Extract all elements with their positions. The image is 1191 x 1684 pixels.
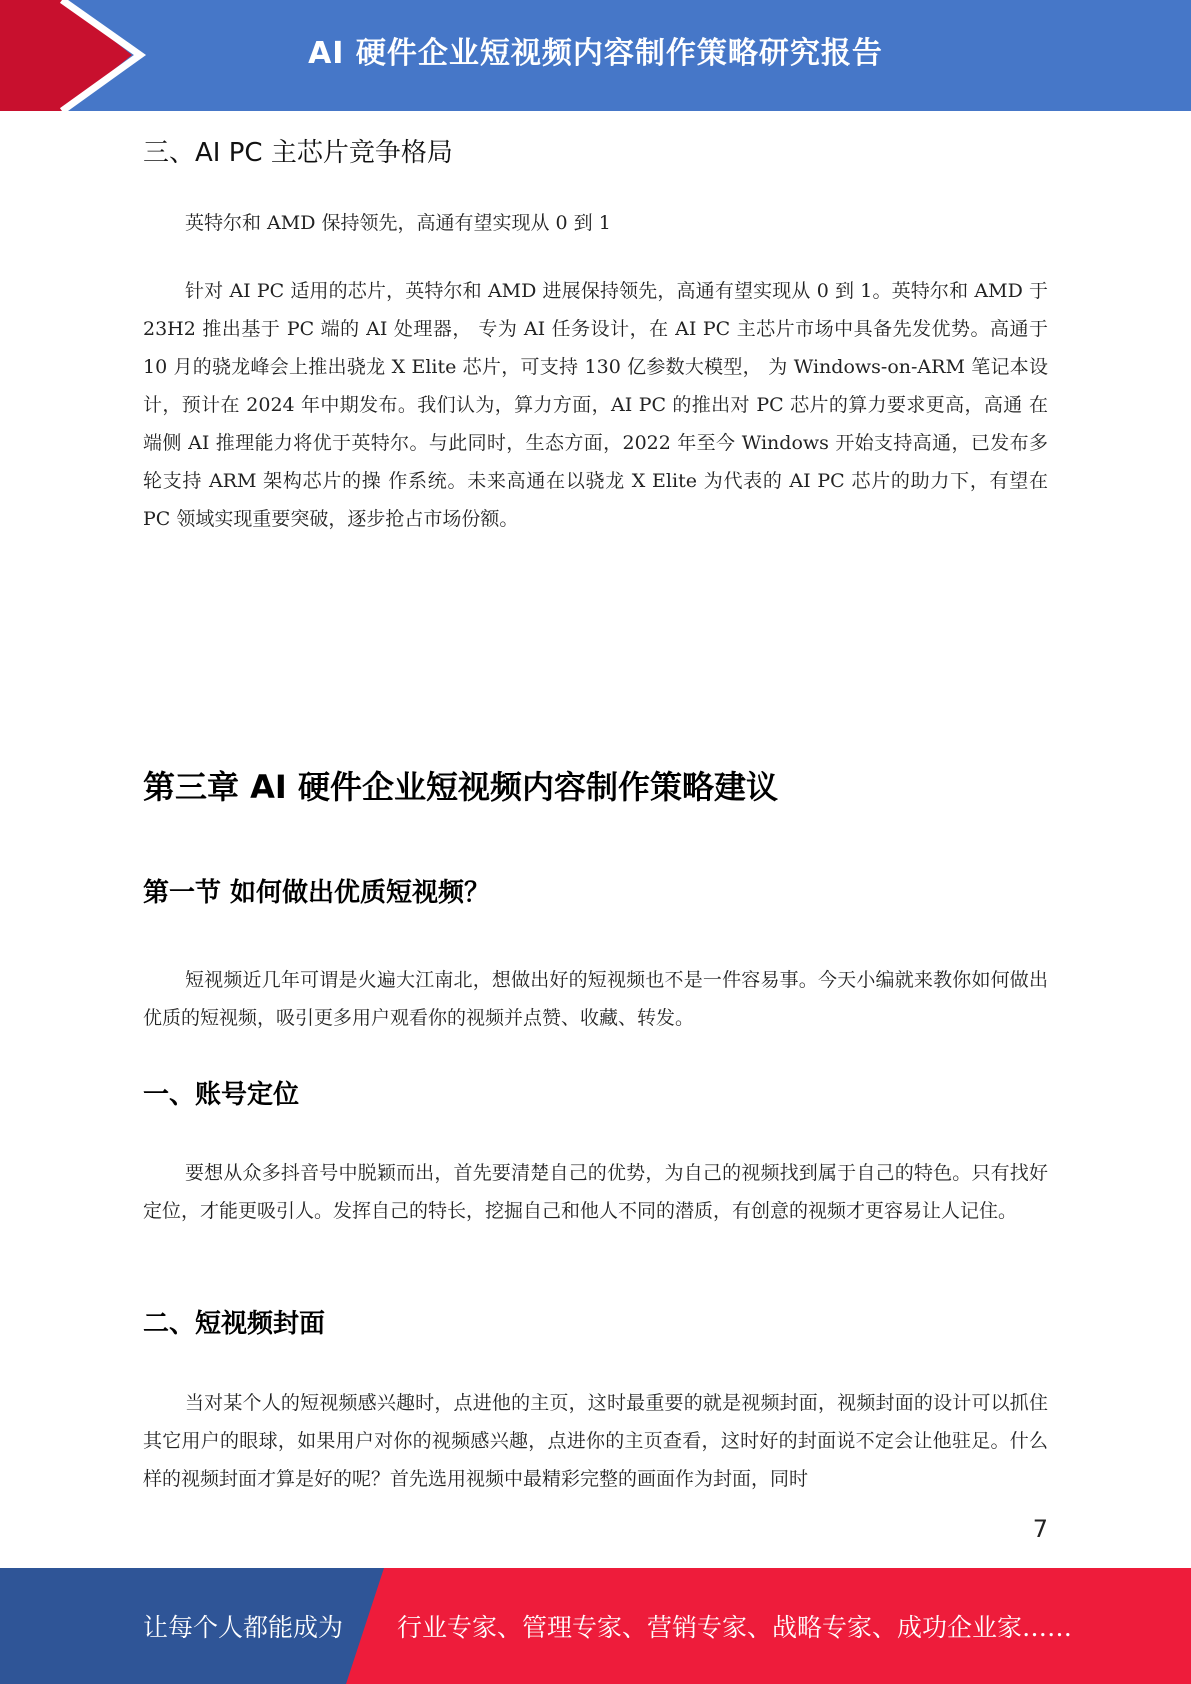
subsection-heading-quality-video: 第一节 如何做出优质短视频？ <box>143 878 491 908</box>
page-header <box>0 0 1191 111</box>
page-footer <box>0 1568 1191 1684</box>
section-body-paragraph: 针对 AI PC 适用的芯片，英特尔和 AMD 进展保持领先，高通有望实现从 0 到 1。英特尔和 AMD 于 23H2 推出基于 PC 端的 AI 处理器， 专为 AI 任务设计，在 AI PC 主芯片市场中具备先发优势。高通于 10 月的骁龙峰会上推出骁龙 X Elite 芯片，可支持 130 亿参数大模型， 为 Windows-on-ARM 笔记本设计，预计在 2024 年中期发布。我们认为，算力方面，AI PC 的推出对 PC 芯片的算力要求更高，高通 在端侧 AI 推理能力将优于英特尔。与此同时，生态方面，2022 年至今 Windows 开始支持高通，已发布多轮支持 ARM 架构芯片的操 作系统。未来高通在以骁龙 X Elite 为代表的 AI PC 芯片的助力下，有望在 PC 领域实现重要突破，逐步抢占市场份额。 <box>143 280 1048 530</box>
subsection-intro-paragraph: 短视频近几年可谓是火遍大江南北，想做出好的短视频也不是一件容易事。今天小编就来教你如何做出优质的短视频，吸引更多用户观看你的视频并点赞、收藏、转发。 <box>143 969 1048 1029</box>
chapter-title: 第三章 AI 硬件企业短视频内容制作策略建议 <box>143 768 778 806</box>
item-paragraph-video-cover: 当对某个人的短视频感兴趣时，点进他的主页，这时最重要的就是视频封面，视频封面的设计可以抓住其它用户的眼球，如果用户对你的视频感兴趣，点进你的主页查看，这时好的封面说不定会让他驻足。什么样的视频封面才算是好的呢？首先选用视频中最精彩完整的画面作为封面，同时 <box>143 1392 1048 1490</box>
section-lead-paragraph: 英特尔和 AMD 保持领先，高通有望实现从 0 到 1 <box>185 212 611 234</box>
footer-slogan-right: 行业专家、管理专家、营销专家、战略专家、成功企业家…… <box>397 1613 1073 1642</box>
section-heading-chip-competition: 三、AI PC 主芯片竞争格局 <box>143 138 453 168</box>
item-heading-video-cover: 二、短视频封面 <box>143 1309 326 1339</box>
item-heading-account-positioning: 一、账号定位 <box>143 1080 300 1110</box>
footer-slogan-left: 让每个人都能成为 <box>143 1613 344 1642</box>
page-number: 7 <box>1032 1515 1048 1543</box>
item-paragraph-account-positioning: 要想从众多抖音号中脱颖而出，首先要清楚自己的优势，为自己的视频找到属于自己的特色。只有找好定位，才能更吸引人。发挥自己的特长，挖掘自己和他人不同的潜质，有创意的视频才更容易让人记住。 <box>143 1162 1048 1222</box>
red-chevron-decoration <box>0 0 160 111</box>
header-title: AI 硬件企业短视频内容制作策略研究报告 <box>308 36 883 71</box>
